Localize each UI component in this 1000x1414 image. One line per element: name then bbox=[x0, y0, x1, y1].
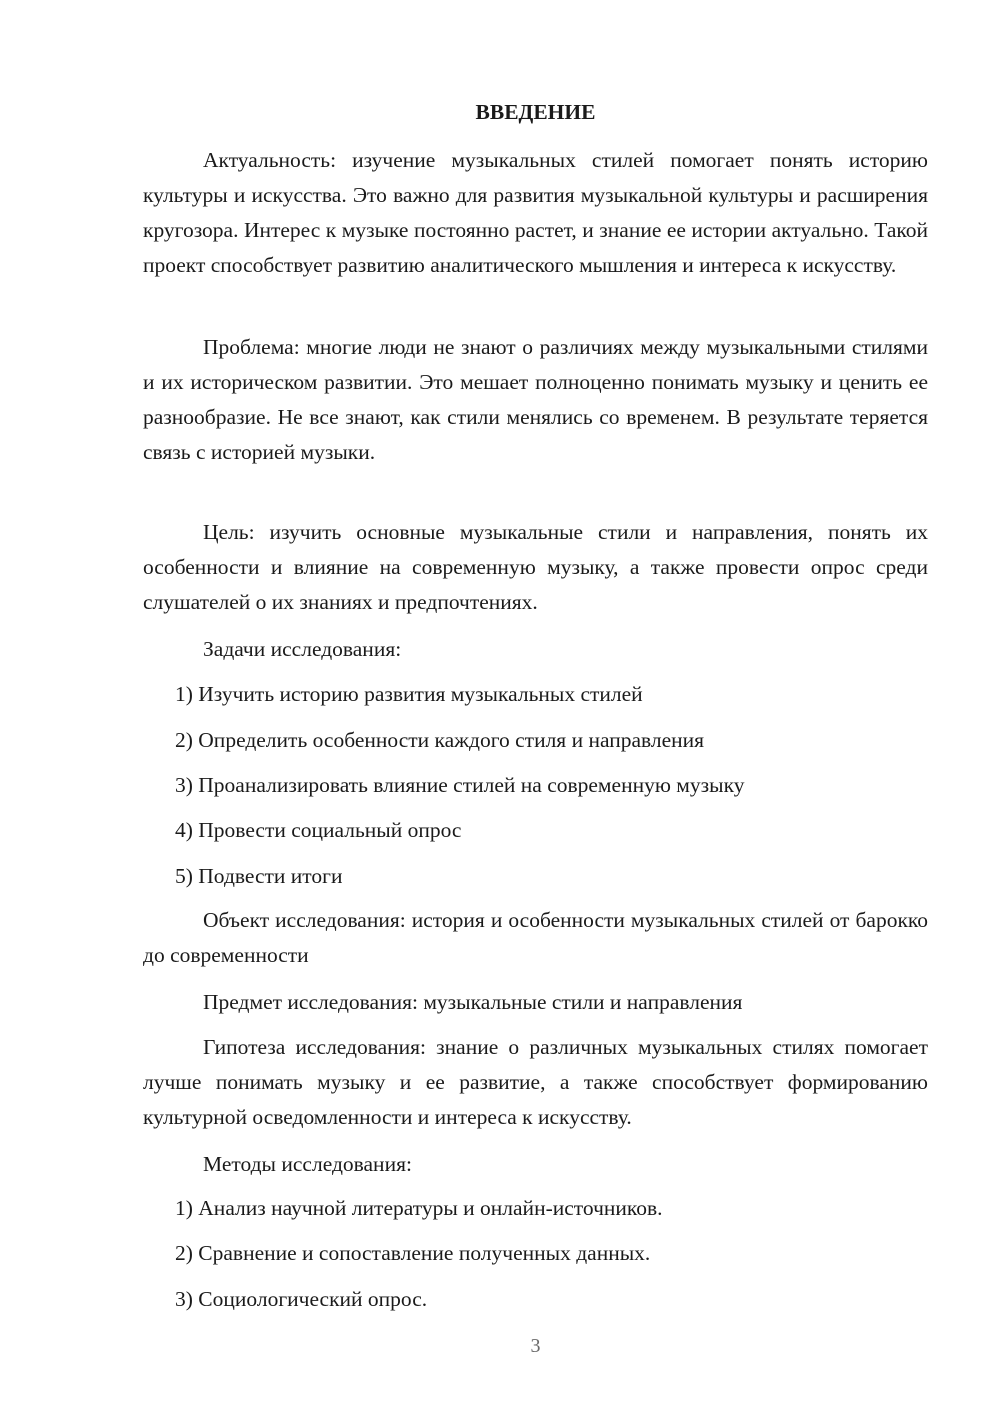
tasks-heading: Задачи исследования: bbox=[203, 637, 402, 661]
paragraph-hypothesis: Гипотеза исследования: знание о различных музыкальных стилях помогает лучше понимать музыку и ее развитие, а также способствует формированию культурной осведомленности и интереса к искусству. bbox=[143, 1035, 928, 1129]
paragraph-problem: Проблема: многие люди не знают о различиях между музыкальными стилями и их историческом развитии. Это мешает полноценно понимать музыку и ценить ее разнообразие. Не все знают, как стили менялись со временем. В результате теряется связь с историей музыки. bbox=[143, 335, 928, 464]
list-item: 5) Подвести итоги bbox=[175, 864, 343, 888]
paragraph-goal: Цель: изучить основные музыкальные стили и направления, понять их особенности и влияние на современную музыку, а также провести опрос среди слушателей о их знаниях и предпочтениях. bbox=[143, 520, 928, 614]
list-item: 1) Изучить историю развития музыкальных стилей bbox=[175, 682, 643, 706]
paragraph-subject: Предмет исследования: музыкальные стили и направления bbox=[203, 990, 743, 1014]
methods-heading: Методы исследования: bbox=[203, 1152, 412, 1176]
list-item: 4) Провести социальный опрос bbox=[175, 818, 462, 842]
list-item: 1) Анализ научной литературы и онлайн-источников. bbox=[175, 1196, 663, 1220]
list-item: 3) Социологический опрос. bbox=[175, 1287, 428, 1311]
paragraph-relevance: Актуальность: изучение музыкальных стилей помогает понять историю культуры и искусства. Это важно для развития музыкальной культуры и расширения кругозора. Интерес к музыке постоянно растет, и знание ее истории актуально. Такой проект способствует развитию аналитического мышления и интереса к искусству. bbox=[143, 148, 928, 277]
list-item: 3) Проанализировать влияние стилей на современную музыку bbox=[175, 773, 745, 797]
document-page bbox=[143, 0, 928, 1414]
list-item: 2) Сравнение и сопоставление полученных данных. bbox=[175, 1241, 651, 1265]
list-item: 2) Определить особенности каждого стиля и направления bbox=[175, 728, 705, 752]
paragraph-object: Объект исследования: история и особенности музыкальных стилей от барокко до современности bbox=[143, 908, 928, 967]
page-title: ВВЕДЕНИЕ bbox=[475, 100, 596, 124]
page-number: 3 bbox=[530, 1335, 541, 1357]
